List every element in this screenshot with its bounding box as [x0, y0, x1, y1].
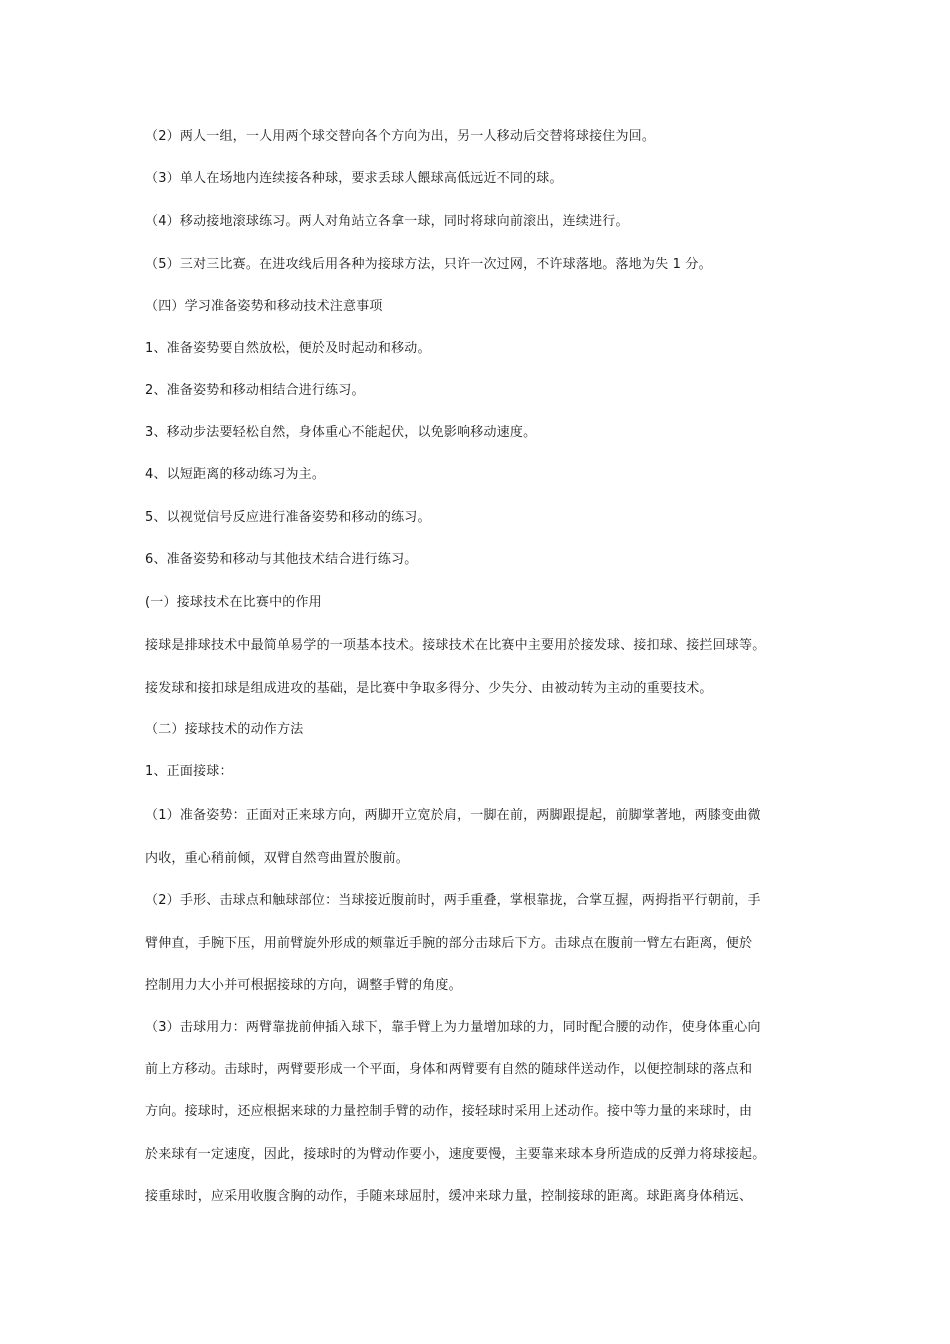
paragraph-line: 3、移动步法要轻松自然，身体重心不能起伏，以免影响移动速度。	[145, 425, 537, 440]
paragraph-line: （2）两人一组，一人用两个球交替向各个方向为出，另一人移动后交替将球接住为回。	[145, 129, 656, 144]
paragraph-line: 前上方移动。击球时，两臂要形成一个平面，身体和两臂要有自然的随球伴送动作，以便控制球的落点和	[145, 1062, 753, 1077]
section-heading: （二）接球技术的动作方法	[145, 722, 304, 737]
paragraph-line: 方向。接球时，还应根据来球的力量控制手臂的动作，接轻球时采用上述动作。接中等力量的来球时，由	[145, 1104, 753, 1119]
paragraph-line: 接球是排球技术中最简单易学的一项基本技术。接球技术在比赛中主要用於接发球、接扣球、接拦回球等。	[145, 638, 766, 653]
paragraph-line: （2）手形、击球点和触球部位：当球接近腹前时，两手重叠，掌根靠拢，合掌互握，两拇指平行朝前，手	[145, 893, 761, 908]
paragraph-line: 1、正面接球：	[145, 764, 233, 779]
paragraph-line: 控制用力大小并可根据接球的方向，调整手臂的角度。	[145, 978, 462, 993]
paragraph-line: 5、以视觉信号反应进行准备姿势和移动的练习。	[145, 510, 431, 525]
section-heading: (一）接球技术在比赛中的作用	[145, 595, 322, 610]
paragraph-line: 於来球有一定速度，因此，接球时的为臂动作要小，速度要慢，主要靠来球本身所造成的反弹力将球接起。	[145, 1147, 766, 1162]
paragraph-line: 1、准备姿势要自然放松，便於及时起动和移动。	[145, 341, 431, 356]
paragraph-line: （5）三对三比赛。在进攻线后用各种为接球方法，只许一次过网，不许球落地。落地为失 1 分。	[145, 257, 712, 272]
paragraph-line: （3）击球用力：两臂靠拢前伸插入球下，靠手臂上为力量增加球的力，同时配合腰的动作，使身体重心向	[145, 1020, 761, 1035]
paragraph-line: 内收，重心稍前倾，双臂自然弯曲置於腹前。	[145, 851, 410, 866]
paragraph-line: 6、准备姿势和移动与其他技术结合进行练习。	[145, 552, 418, 567]
paragraph-line: 接重球时，应采用收腹含胸的动作，手随来球屈肘，缓冲来球力量，控制接球的距离。球距离身体稍远、	[145, 1189, 753, 1204]
paragraph-line: 4、以短距离的移动练习为主。	[145, 467, 326, 482]
paragraph-line: 臂伸直，手腕下压，用前臂旋外形成的颊靠近手腕的部分击球后下方。击球点在腹前一臂左右距离，便於	[145, 936, 753, 951]
paragraph-line: 2、准备姿势和移动相结合进行练习。	[145, 383, 365, 398]
section-heading: （四）学习准备姿势和移动技术注意事项	[145, 299, 383, 314]
paragraph-line: （1）准备姿势：正面对正来球方向，两脚开立宽於肩，一脚在前，两脚跟提起，前脚掌著地，两膝变曲微	[145, 808, 761, 823]
paragraph-line: （3）单人在场地内连续接各种球，要求丢球人餵球高低远近不同的球。	[145, 171, 563, 186]
paragraph-line: （4）移动接地滚球练习。两人对角站立各拿一球，同时将球向前滚出，连续进行。	[145, 214, 629, 229]
paragraph-line: 接发球和接扣球是组成进攻的基础，是比赛中争取多得分、少失分、由被动转为主动的重要技术。	[145, 681, 713, 696]
